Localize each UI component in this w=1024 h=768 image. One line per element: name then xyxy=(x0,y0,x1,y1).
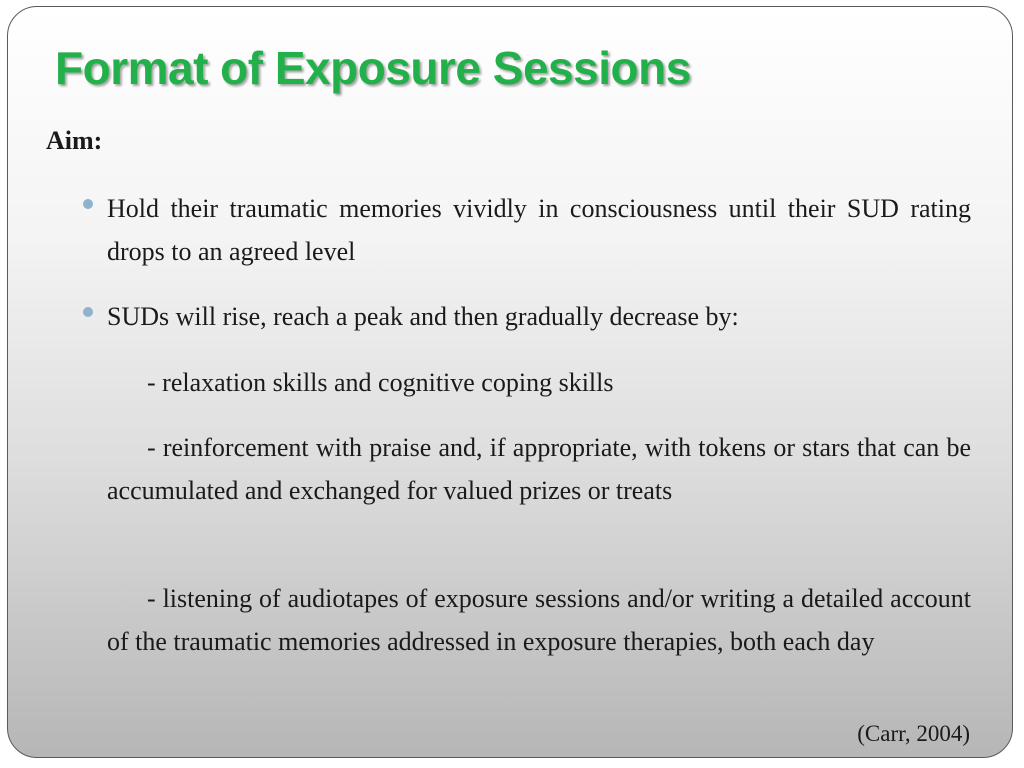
bullet-item: SUDs will rise, reach a peak and then gradually decrease by: xyxy=(107,302,739,331)
sub-item: - listening of audiotapes of exposure sessions and/or writing a detailed account of the traumatic memories addressed in exposure therapies, both each day xyxy=(107,584,971,656)
bullet-item: Hold their traumatic memories vividly in consciousness until their SUD rating drops to an agreed level xyxy=(107,194,971,266)
sub-item: - reinforcement with praise and, if appropriate, with tokens or stars that can be accumulated and exchanged for valued prizes or treats xyxy=(107,433,971,505)
aim-label: Aim: xyxy=(46,126,103,155)
slide xyxy=(7,6,1013,758)
citation: (Carr, 2004) xyxy=(857,721,970,746)
slide-title: Format of Exposure Sessions xyxy=(55,42,691,94)
bullet-dot-icon xyxy=(83,199,93,209)
sub-item: - relaxation skills and cognitive coping skills xyxy=(147,368,614,397)
bullet-dot-icon xyxy=(83,307,93,317)
